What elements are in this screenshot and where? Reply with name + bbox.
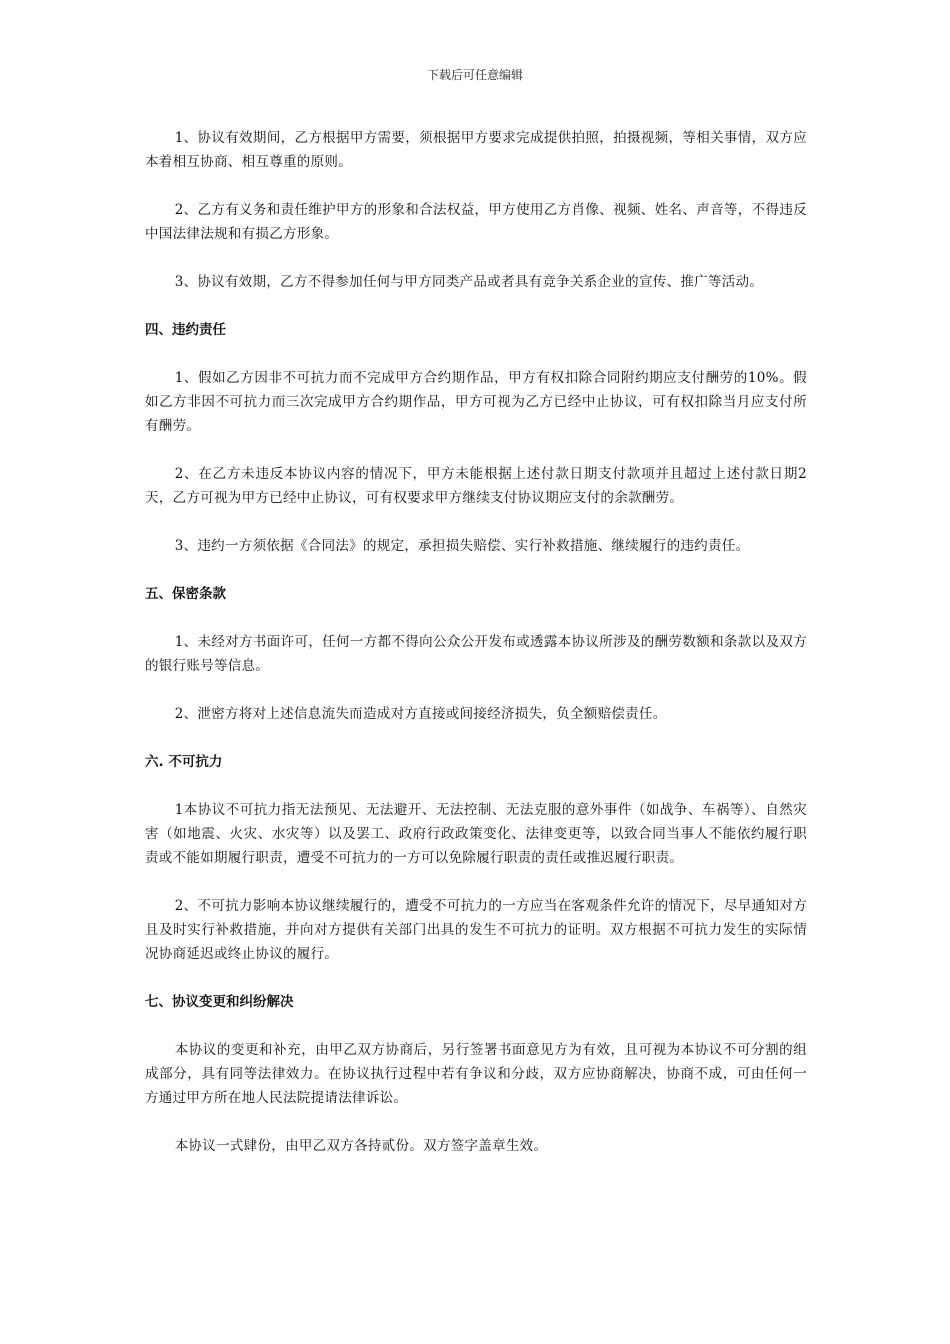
paragraph: 3、违约一方须依据《合同法》的规定，承担损失赔偿、实行补救措施、继续履行的违约责任。 [174, 538, 750, 554]
paragraph: 3、协议有效期，乙方不得参加任何与甲方同类产品或者具有竞争关系企业的宣传、推广等活动。 [174, 274, 764, 290]
section-heading-amendment-dispute: 七、协议变更和纠纷解决 [145, 994, 294, 1010]
section-heading-force-majeure: 六. 不可抗力 [145, 754, 223, 770]
paragraph: 1、未经对方书面许可，任何一方都不得向公众公开发布或透露本协议所涉及的酬劳数额和条款以及双方的银行账号等信息。 [145, 634, 807, 674]
document-body [145, 126, 807, 1158]
paragraph: 本协议一式肆份，由甲乙双方各持贰份。双方签字盖章生效。 [174, 1138, 548, 1154]
paragraph: 1、协议有效期间，乙方根据甲方需要，须根据甲方要求完成提供拍照，拍摄视频，等相关事情，双方应本着相互协商、相互尊重的原则。 [145, 130, 807, 170]
paragraph: 本协议的变更和补充，由甲乙双方协商后，另行签署书面意见方为有效，且可视为本协议不可分割的组成部分，具有同等法律效力。在协议执行过程中若有争议和分歧，双方应协商解决，协商不成，可由任何一方通过甲方所在地人民法院提请法律诉讼。 [145, 1042, 807, 1106]
paragraph: 1、假如乙方因非不可抗力而不完成甲方合约期作品，甲方有权扣除合同附约期应支付酬劳的10%。假如乙方非因不可抗力而三次完成甲方合约期作品，甲方可视为乙方已经中止协议，可有权扣除当月应支付所有酬劳。 [145, 370, 807, 434]
paragraph: 2、泄密方将对上述信息流失而造成对方直接或间接经济损失，负全额赔偿责任。 [174, 706, 667, 722]
paragraph: 2、在乙方未违反本协议内容的情况下，甲方未能根据上述付款日期支付款项并且超过上述付款日期2天，乙方可视为甲方已经中止协议，可有权要求甲方继续支付协议期应支付的余款酬劳。 [145, 466, 807, 506]
paragraph: 1本协议不可抗力指无法预见、无法避开、无法控制、无法克服的意外事件（如战争、车祸等）、自然灾害（如地震、火灾、水灾等）以及罢工、政府行政政策变化、法律变更等，以致合同当事人不能依约履行职责或不能如期履行职责，遭受不可抗力的一方可以免除履行职责的责任或推迟履行职责。 [145, 802, 807, 866]
page-header: 下载后可任意编辑 [426, 68, 523, 82]
paragraph: 2、乙方有义务和责任维护甲方的形象和合法权益，甲方使用乙方肖像、视频、姓名、声音等，不得违反中国法律法规和有损乙方形象。 [145, 202, 807, 242]
section-heading-confidentiality: 五、保密条款 [145, 586, 226, 602]
section-heading-breach: 四、违约责任 [145, 322, 226, 338]
paragraph: 2、不可抗力影响本协议继续履行的，遭受不可抗力的一方应当在客观条件允许的情况下，尽早通知对方且及时实行补救措施，并向对方提供有关部门出具的发生不可抗力的证明。双方根据不可抗力发生的实际情况协商延迟或终止协议的履行。 [145, 898, 807, 962]
